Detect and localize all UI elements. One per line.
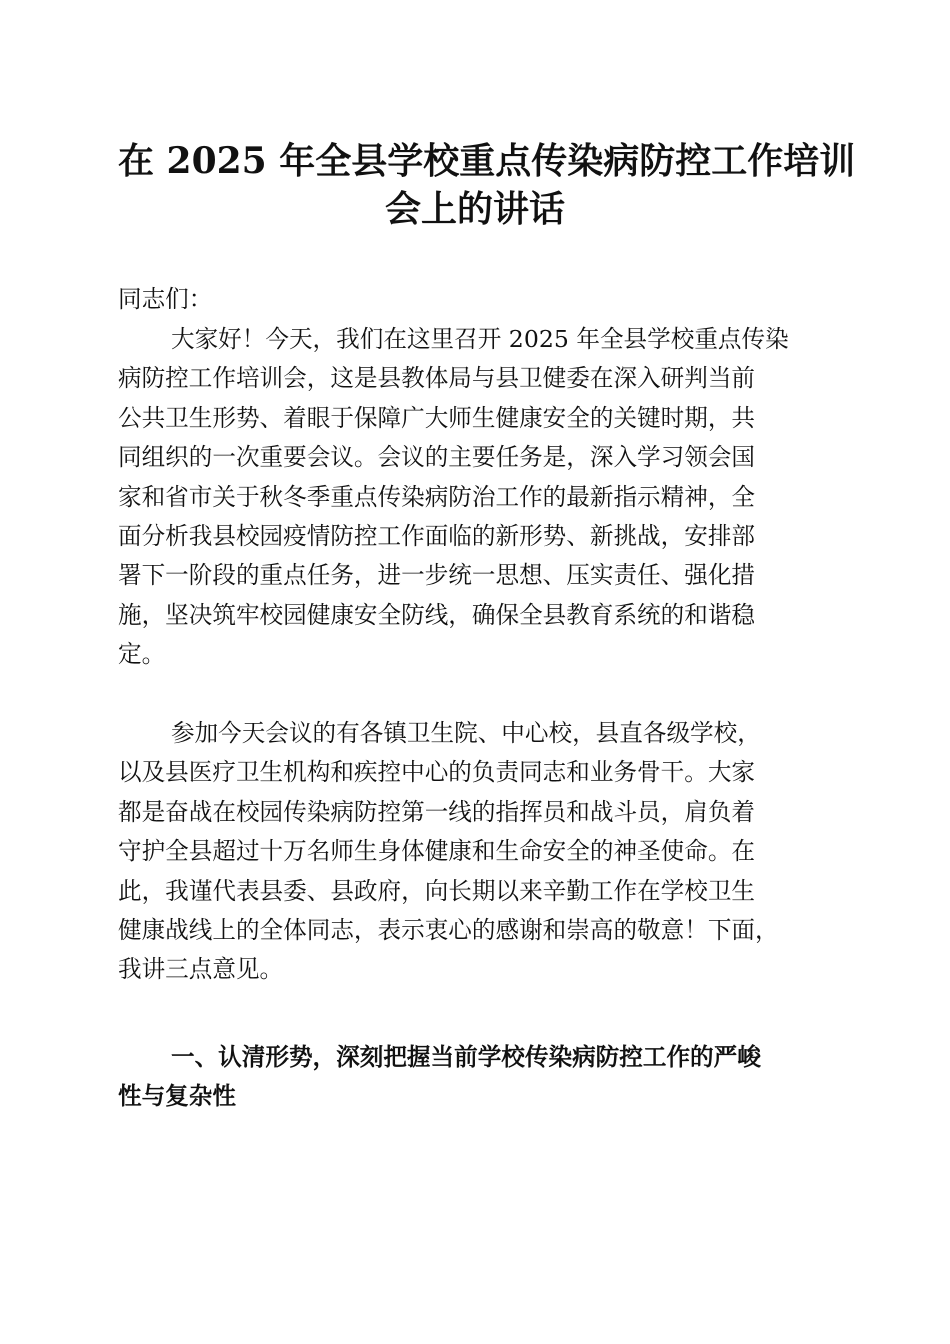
section-heading-1-line: 一、认清形势，深刻把握当前学校传染病防控工作的严峻 xyxy=(171,1043,761,1071)
paragraph-2-line: 都是奋战在校园传染病防控第一线的指挥员和战斗员，肩负着 xyxy=(118,797,756,826)
title-line-2: 会上的讲话 xyxy=(384,188,565,230)
paragraph-2-line: 此，我谨代表县委、县政府，向长期以来辛勤工作在学校卫生 xyxy=(118,876,756,905)
paragraph-1 xyxy=(118,320,832,675)
paragraph-1-line: 公共卫生形势、着眼于保障广大师生健康安全的关键时期，共 xyxy=(118,403,756,432)
paragraph-1-line: 家和省市关于秋冬季重点传染病防治工作的最新指示精神，全 xyxy=(118,482,756,511)
paragraph-1-line: 大家好！今天，我们在这里召开 2025 年全县学校重点传染 xyxy=(171,325,789,353)
title-line-1: 在 2025 年全县学校重点传染病防控工作培训 xyxy=(118,140,856,182)
salutation xyxy=(118,280,832,319)
paragraph-2-line: 参加今天会议的有各镇卫生院、中心校，县直各级学校， xyxy=(171,719,761,747)
section-heading-1 xyxy=(118,1038,832,1117)
paragraph-1-line: 施，坚决筑牢校园健康安全防线，确保全县教育系统的和谐稳 xyxy=(118,600,756,629)
section-heading-1-line: 性与复杂性 xyxy=(118,1082,236,1111)
paragraph-2-line: 以及县医疗卫生机构和疾控中心的负责同志和业务骨干。大家 xyxy=(118,758,756,787)
paragraph-1-line: 署下一阶段的重点任务，进一步统一思想、压实责任、强化措 xyxy=(118,561,756,590)
paragraph-1-line: 面分析我县校园疫情防控工作面临的新形势、新挑战，安排部 xyxy=(118,522,756,551)
paragraph-1-line: 病防控工作培训会，这是县教体局与县卫健委在深入研判当前 xyxy=(118,364,756,393)
paragraph-2-line: 我讲三点意见。 xyxy=(118,955,284,984)
salutation-text: 同志们： xyxy=(118,285,213,313)
paragraph-1-line: 同组织的一次重要会议。会议的主要任务是，深入学习领会国 xyxy=(118,443,756,472)
paragraph-1-line: 定。 xyxy=(118,640,166,669)
paragraph-2-line: 守护全县超过十万名师生身体健康和生命安全的神圣使命。在 xyxy=(118,837,756,866)
paragraph-2 xyxy=(118,714,832,990)
paragraph-2-line: 健康战线上的全体同志，表示衷心的感谢和崇高的敬意！下面， xyxy=(118,916,779,945)
document-title xyxy=(118,137,856,233)
